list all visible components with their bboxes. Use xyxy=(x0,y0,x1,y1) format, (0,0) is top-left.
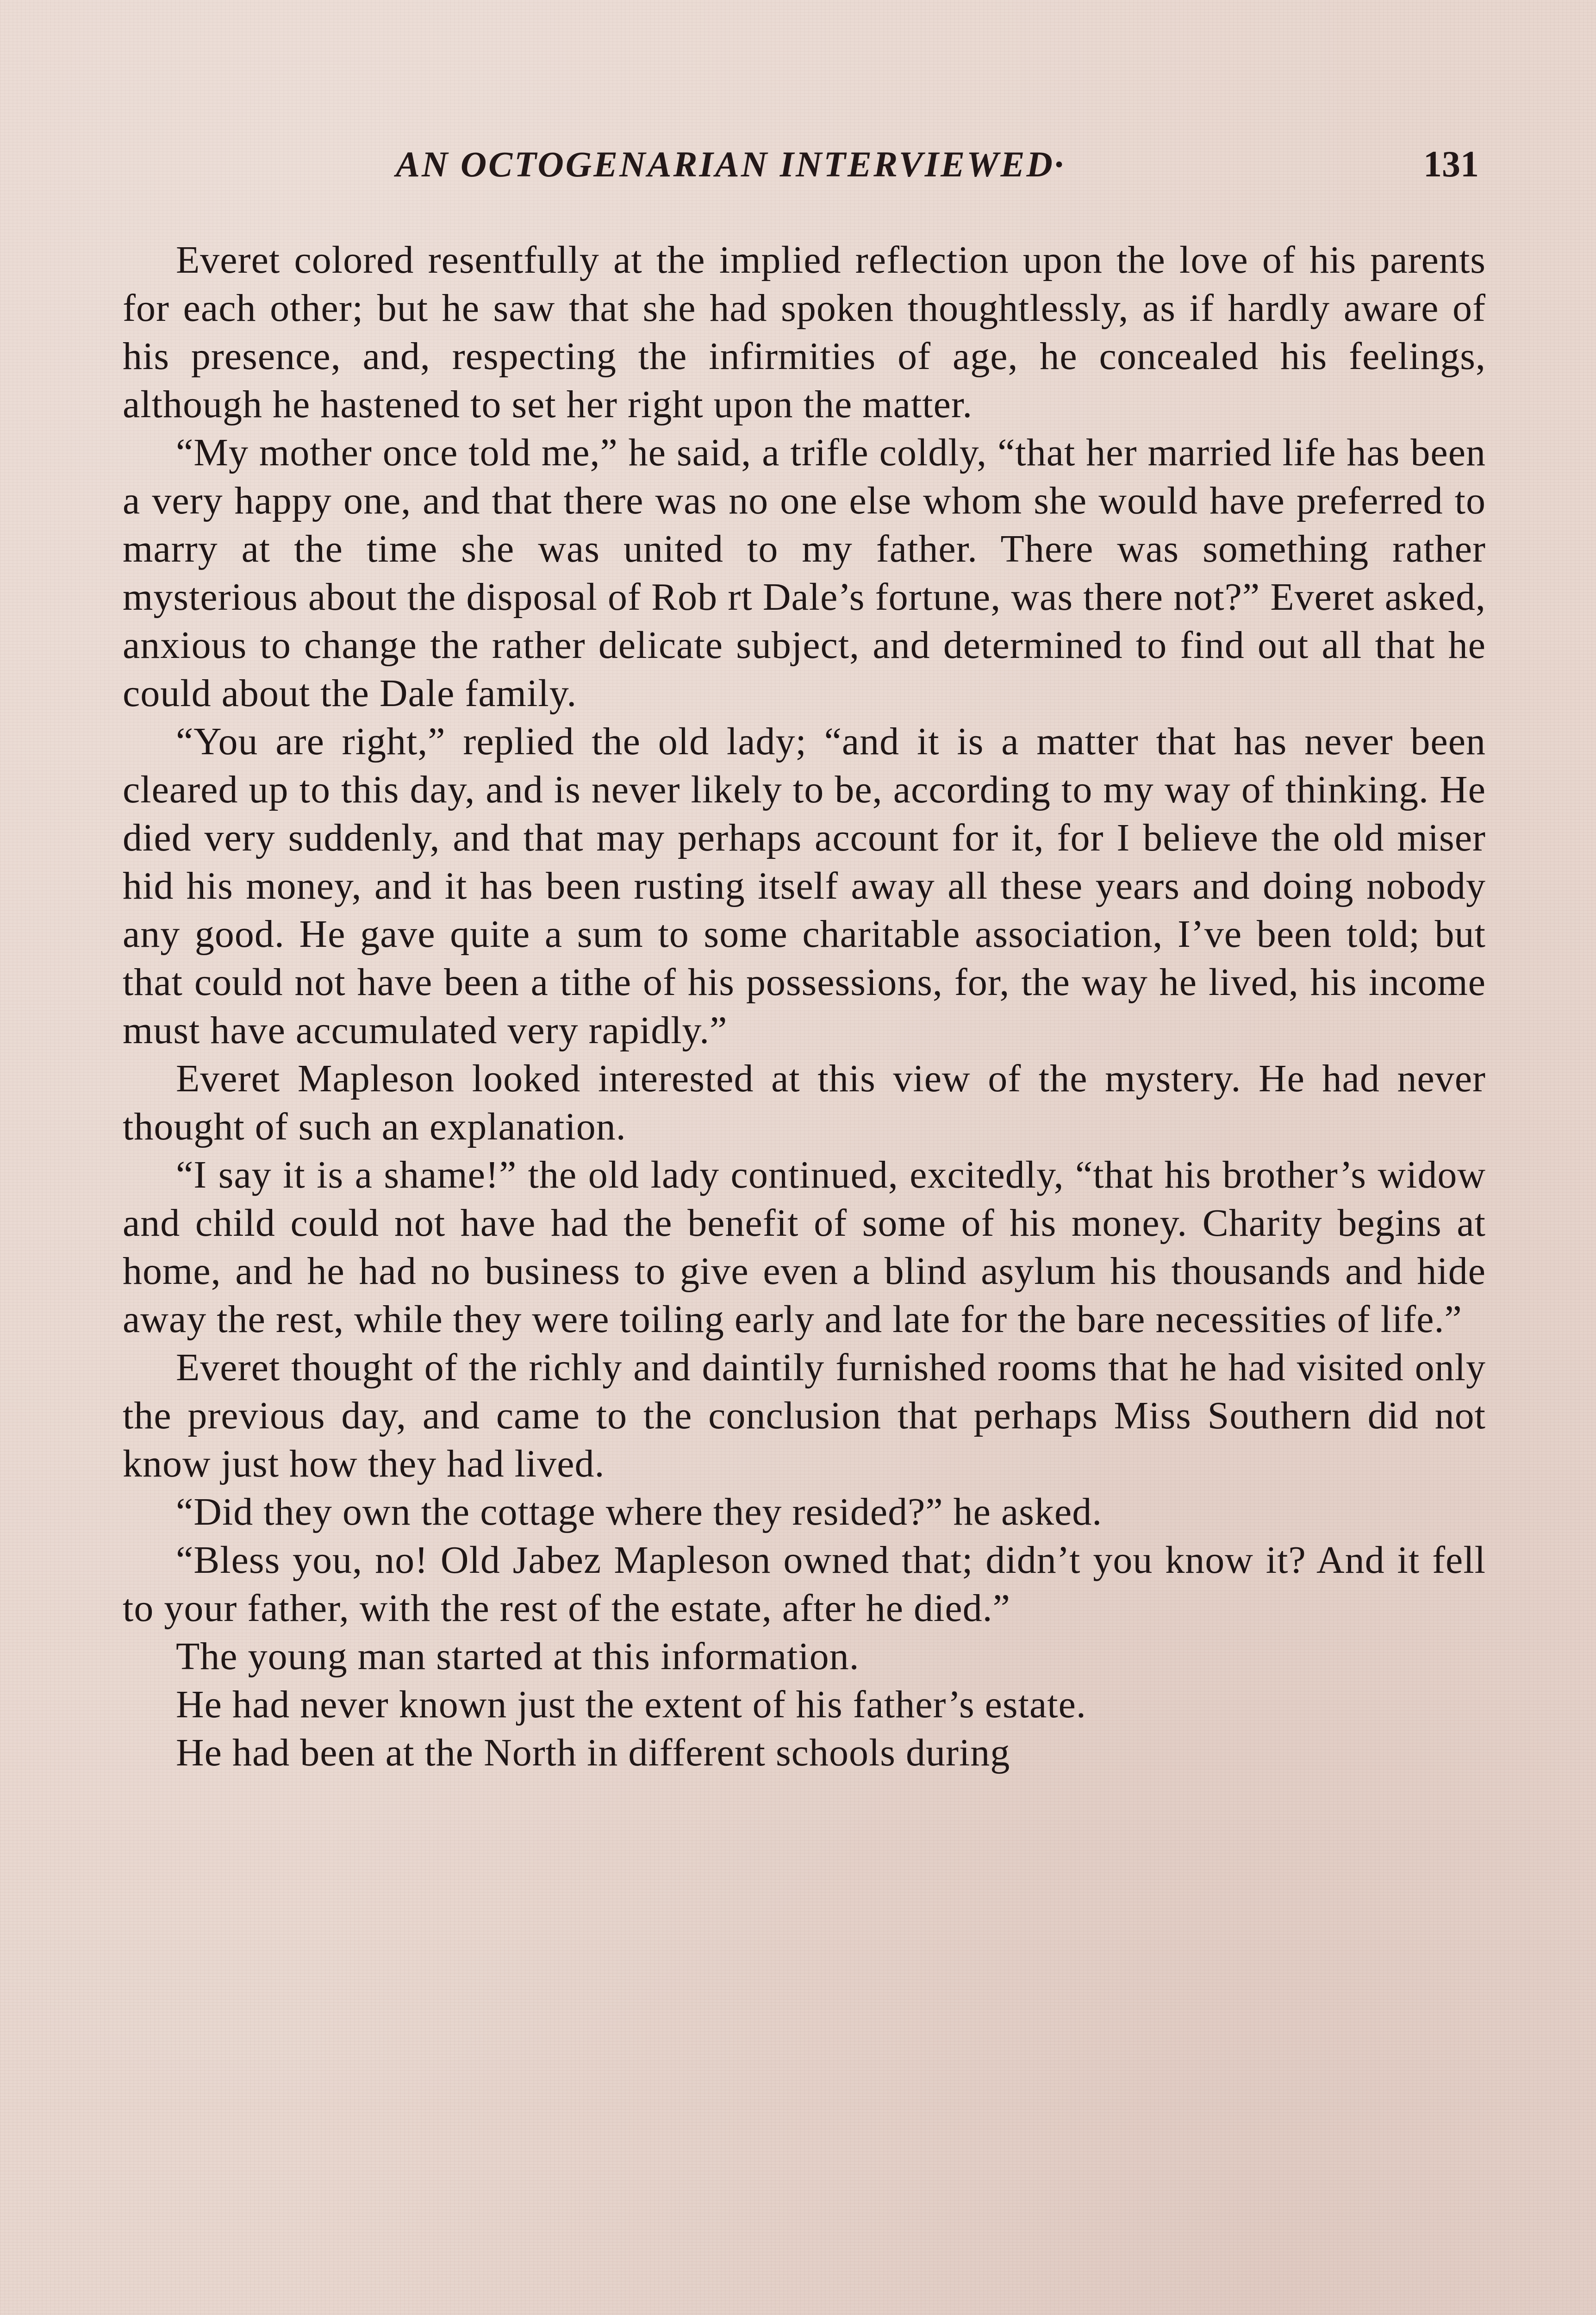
page-number: 131 xyxy=(1423,144,1479,185)
paragraph: “My mother once told me,” he said, a trifle coldly, “that her married life has been a very happy one, and that there was no one else whom she would have preferred to marry at the time she was united to my father. There was something rather mysterious about the disposal of Rob rt Dale’s fortune, was there not?” Everet asked, anxious to change the rather delicate subject, and determined to find out all that he could about the Dale family. xyxy=(123,431,1486,715)
running-title: AN OCTOGENARIAN INTERVIEWED· xyxy=(396,144,1066,184)
paragraph: Everet Mapleson looked interested at this view of the mystery. He had never thought of such an explanation. xyxy=(123,1057,1486,1148)
paragraph: Everet thought of the richly and daintily furnished rooms that he had visited only the previous day, and came to the conclusion that perhaps Miss Southern did not know just how they had lived. xyxy=(123,1346,1486,1485)
paragraph: Everet colored resentfully at the implied reflection upon the love of his parents for each other; but he saw that she had spoken thoughtlessly, as if hardly aware of his presence, and, respecting the infirmities of age, he concealed his feelings, although he hastened to set her right upon the matter. xyxy=(123,238,1486,426)
paragraph: “Bless you, no! Old Jabez Mapleson owned that; didn’t you know it? And it fell to your father, with the rest of the estate, after he died.” xyxy=(123,1539,1486,1630)
paragraph: “You are right,” replied the old lady; “and it is a matter that has never been cleared up to this day, and is never likely to be, according to my way of thinking. He died very suddenly, and that may perhaps account for it, for I believe the old miser hid his money, and it has been rusting itself away all these years and doing nobody any good. He gave quite a sum to some charitable association, I’ve been told; but that could not have been a tithe of his possessions, for, the way he lived, his income must have accumulated very rapidly.” xyxy=(123,720,1486,1052)
paragraph: He had never known just the extent of his father’s estate. xyxy=(176,1683,1086,1726)
paragraph: “Did they own the cottage where they resided?” he asked. xyxy=(176,1490,1103,1533)
running-head xyxy=(123,134,1486,204)
body-text xyxy=(123,236,1486,1777)
paragraph: The young man started at this information. xyxy=(176,1635,860,1678)
paragraph: “I say it is a shame!” the old lady continued, excitedly, “that his brother’s widow and child could not have had the benefit of some of his money. Charity begins at home, and he had no business to give even a blind asylum his thousands and hide away the rest, while they were toiling early and late for the bare necessities of life.” xyxy=(123,1153,1486,1341)
paragraph: He had been at the North in different schools during xyxy=(176,1731,1010,1774)
book-page xyxy=(123,134,1486,1774)
